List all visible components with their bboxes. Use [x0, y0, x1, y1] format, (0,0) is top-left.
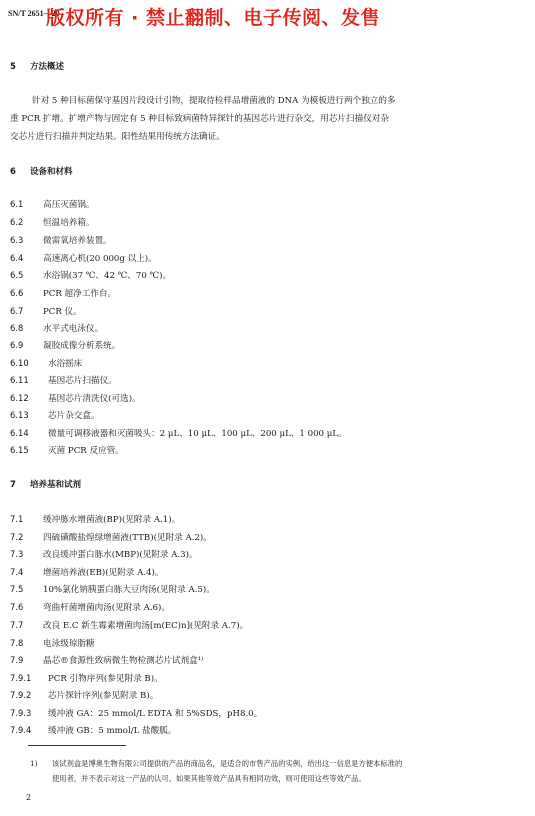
list-item: 7.9.3 缓冲液 GA：25 mmol/L EDTA 和 5%SDS，pH8.0。	[10, 708, 263, 719]
list-item: 6.15 灭菌 PCR 反应管。	[10, 445, 124, 456]
list-item: 7.1 缓冲胨水增菌液(BP)(见附录 A.1)。	[10, 514, 181, 525]
page-number: 2	[26, 793, 32, 802]
list-item: 7.6 弯曲杆菌增菌肉汤(见附录 A.6)。	[10, 602, 170, 613]
section-5-paragraph	[10, 92, 522, 146]
paragraph-line: 交芯片进行扫描并判定结果。阳性结果用传统方法确证。	[10, 132, 225, 142]
list-item: 6.6 PCR 超净工作台。	[10, 288, 117, 299]
copyright-watermark: 版权所有 · 禁止翻制、电子传阅、发售	[46, 7, 380, 29]
list-item: 6.12 基因芯片清洗仪(可选)。	[10, 393, 141, 404]
list-item: 6.9 凝胶成像分析系统。	[10, 340, 121, 351]
footnote-marker: 1)	[30, 759, 38, 768]
list-item: 6.7 PCR 仪。	[10, 306, 82, 317]
list-item: 7.9 晶芯®食源性致病微生物检测芯片试剂盒¹⁾	[10, 655, 204, 666]
section-title: 设备和材料	[30, 167, 73, 177]
footnote-divider	[28, 745, 126, 746]
paragraph-line: 重 PCR 扩增。扩增产物与固定有 5 种目标致病菌特异探针的基因芯片进行杂交，用芯片扫描仪对杂	[10, 114, 389, 124]
section-5-heading	[10, 60, 64, 72]
list-item: 6.13 芯片杂交盒。	[10, 410, 100, 421]
section-number: 6	[10, 167, 16, 177]
standard-code: SN/T 2651—20	[8, 9, 60, 18]
footnote-line: 使用者，并不表示对这一产品的认可。如果其他等效产品具有相同功效，则可使用这些等效产品。	[52, 774, 366, 783]
paragraph-line: 针对 5 种目标菌保守基因片段设计引物，提取待检样品增菌液的 DNA 为模板进行两个独立的多	[32, 96, 396, 106]
list-item: 7.9.2 芯片探针序列(参见附录 B)。	[10, 690, 159, 701]
section-6-heading	[10, 165, 73, 177]
list-item: 6.14 微量可调移液器和灭菌吸头：2 μL、10 μL、100 μL、200 μL、1 000 μL。	[10, 428, 347, 439]
section-number: 7	[10, 480, 16, 490]
list-item: 6.3 微需氧培养装置。	[10, 235, 112, 246]
list-item: 7.8 电泳级琼脂糖	[10, 638, 95, 649]
section-title: 方法概述	[30, 62, 65, 72]
list-item: 7.2 四硫磺酸盐煌绿增菌液(TTB)(见附录 A.2)。	[10, 532, 212, 543]
list-item: 7.7 改良 E.C 新生霉素增菌肉汤[m(EC)n](见附录 A.7)。	[10, 620, 249, 631]
list-item: 7.9.4 缓冲液 GB：5 mmol/L 盐酸胍。	[10, 725, 177, 736]
list-item: 6.1 高压灭菌锅。	[10, 199, 95, 210]
list-item: 6.4 高速离心机(20 000g 以上)。	[10, 253, 157, 264]
list-item: 6.2 恒温培养箱。	[10, 217, 95, 228]
footnote	[30, 756, 525, 786]
footnote-line: 该试剂盒是博奥生物有限公司提供的产品的商品名，是适合的市售产品的实例，给出这一信息是方便本标准的	[52, 759, 403, 768]
list-item: 6.11 基因芯片扫描仪。	[10, 375, 117, 386]
list-item: 6.5 水浴锅(37 ℃、42 ℃、70 ℃)。	[10, 270, 172, 281]
list-item: 7.4 增菌培养液(EB)(见附录 A.4)。	[10, 567, 164, 578]
section-7-heading	[10, 478, 81, 490]
list-item: 7.5 10%氯化钠胰蛋白胨大豆肉汤(见附录 A.5)。	[10, 584, 215, 595]
list-item: 6.10 水浴摇床	[10, 358, 83, 369]
list-item: 7.3 改良缓冲蛋白胨水(MBP)(见附录 A.3)。	[10, 549, 198, 560]
section-number: 5	[10, 62, 16, 72]
section-title: 培养基和试剂	[30, 480, 82, 490]
list-item: 6.8 水平式电泳仪。	[10, 323, 104, 334]
list-item: 7.9.1 PCR 引物序列(参见附录 B)。	[10, 673, 163, 684]
